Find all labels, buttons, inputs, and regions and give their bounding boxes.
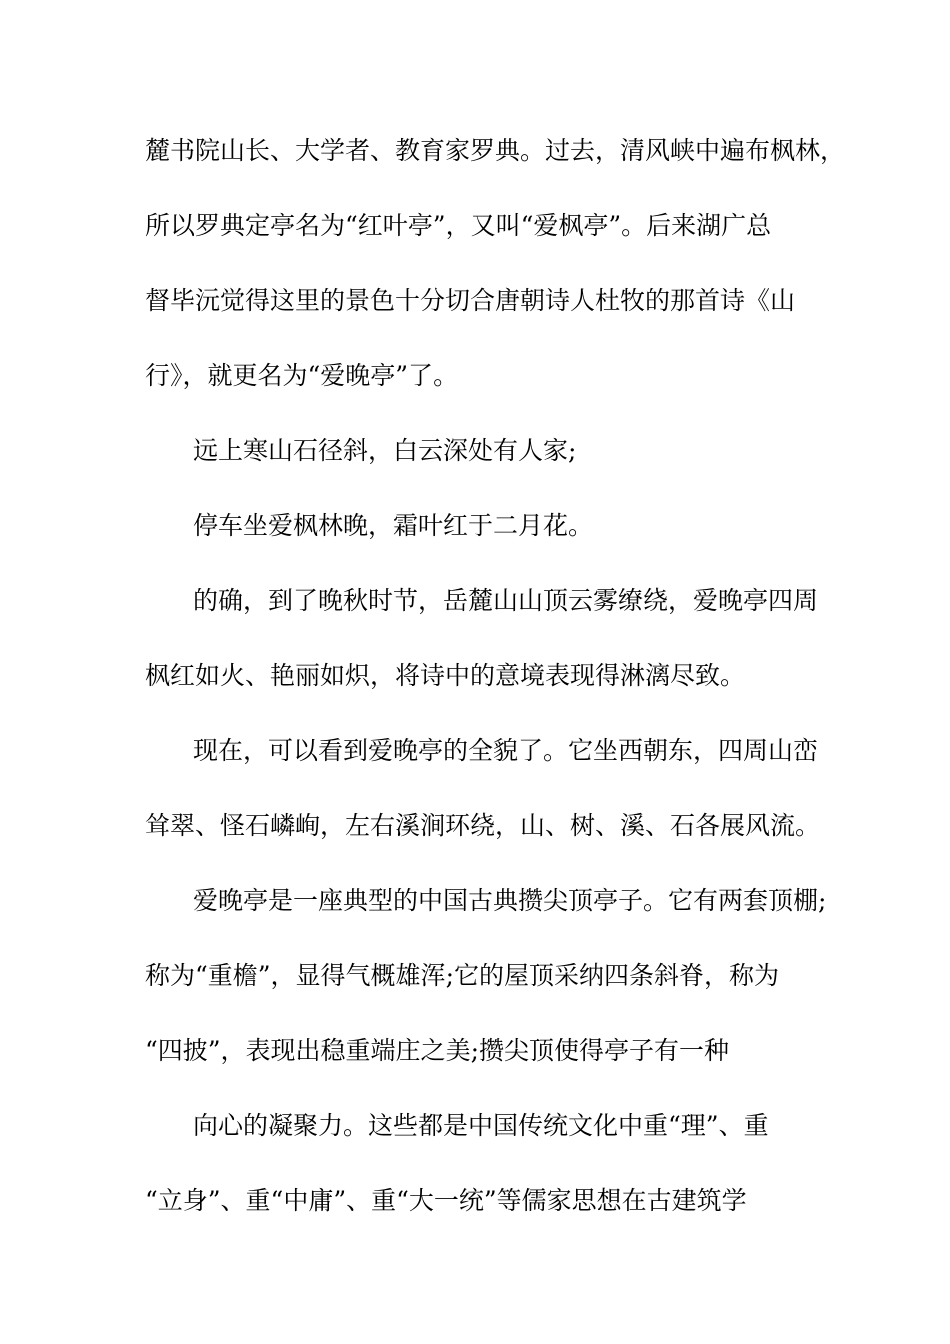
text-line-10: 耸翠、怪石嶙峋，左右溪涧环绕，山、树、溪、石各展风流。: [145, 811, 821, 840]
text-line-14: 向心的凝聚力。这些都是中国传统文化中重“理”、重: [193, 1111, 769, 1140]
text-line-1: 麓书院山长、大学者、教育家罗典。过去，清风峡中遍布枫林，: [145, 136, 846, 165]
text-line-3: 督毕沅觉得这里的景色十分切合唐朝诗人杜牧的那首诗《山: [145, 286, 796, 315]
text-line-7: 的确，到了晚秋时节，岳麓山山顶云雾缭绕，爱晚亭四周: [193, 586, 819, 615]
text-line-13: “四披”，表现出稳重端庄之美;攒尖顶使得亭子有一种: [145, 1036, 729, 1065]
text-line-15: “立身”、重“中庸”、重“大一统”等儒家思想在古建筑学: [145, 1186, 747, 1215]
poem-line-1: 远上寒山石径斜，白云深处有人家;: [193, 436, 577, 465]
text-line-12: 称为“重檐”，显得气概雄浑;它的屋顶采纳四条斜脊，称为: [145, 961, 779, 990]
text-line-2: 所以罗典定亭名为“红叶亭”，又叫“爱枫亭”。后来湖广总: [145, 211, 772, 240]
text-line-8: 枫红如火、艳丽如炽，将诗中的意境表现得淋漓尽致。: [145, 661, 746, 690]
text-line-11: 爱晚亭是一座典型的中国古典攒尖顶亭子。它有两套顶棚;: [193, 886, 827, 915]
text-line-9: 现在，可以看到爱晚亭的全貌了。它坐西朝东，四周山峦: [193, 736, 819, 765]
poem-line-2: 停车坐爱枫林晚，霜叶红于二月花。: [193, 511, 594, 540]
text-line-4: 行》，就更名为“爱晚亭”了。: [145, 361, 459, 390]
body-text: [145, 126, 846, 1251]
